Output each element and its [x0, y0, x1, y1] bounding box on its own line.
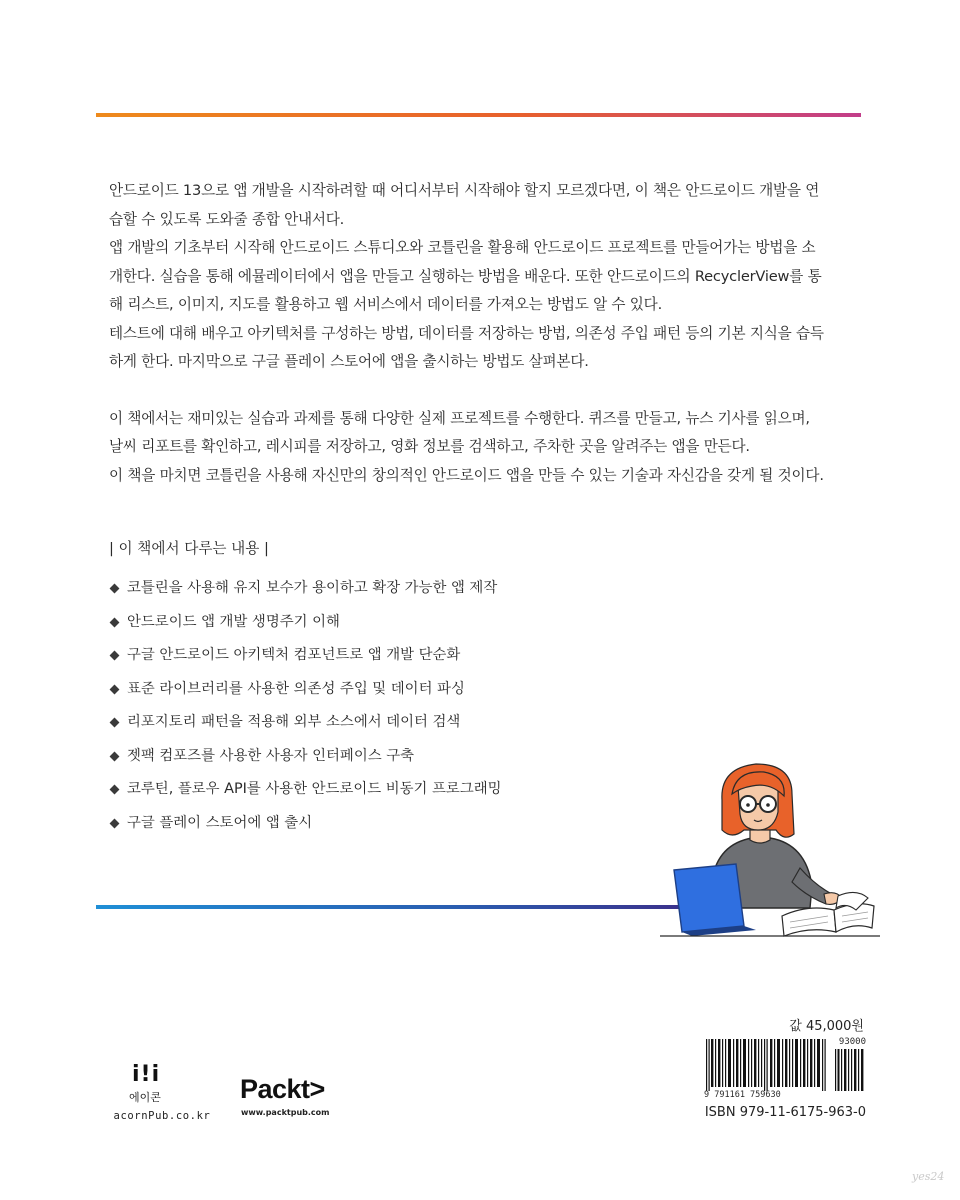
diamond-bullet-icon: [110, 651, 120, 661]
top-accent-rule: [96, 113, 861, 117]
isbn-label: ISBN 979-11-6175-963-0: [704, 1105, 866, 1120]
packt-site: www.packtpub.com: [241, 1108, 330, 1117]
acorn-publisher-logo: [107, 1062, 217, 1132]
diamond-bullet-icon: [110, 584, 120, 594]
toc-list: [109, 572, 502, 840]
diamond-bullet-icon: [110, 818, 120, 828]
toc-item: 구글 플레이 스토어에 앱 출시: [109, 807, 502, 841]
barcode-addon-bars: [834, 1049, 866, 1091]
toc-item: 젯팩 컴포즈를 사용한 사용자 인터페이스 구축: [109, 740, 502, 774]
acorn-site: acornPub.co.kr: [113, 1110, 211, 1122]
toc-item: 리포지토리 패턴을 적용해 외부 소스에서 데이터 검색: [109, 706, 502, 740]
toc-item: 코틀린을 사용해 유지 보수가 용이하고 확장 가능한 앱 제작: [109, 572, 502, 606]
barcode-addon-number: 93000: [838, 1037, 866, 1047]
barcode-digits: 9 791161 759630: [704, 1090, 781, 1100]
diamond-bullet-icon: [110, 617, 120, 627]
price-label: 값 45,000원: [789, 1019, 864, 1034]
toc-item: 코루틴, 플로우 API를 사용한 안드로이드 비동기 프로그래밍: [109, 773, 502, 807]
woman-with-laptop-illustration: [660, 760, 880, 950]
toc-item: 표준 라이브러리를 사용한 의존성 주입 및 데이터 파싱: [109, 673, 502, 707]
intro-paragraph-2: 이 책에서는 재미있는 실습과 과제를 통해 다양한 실제 프로젝트를 수행한다. 퀴즈를 만들고, 뉴스 기사를 읽으며, 날씨 리포트를 확인하고, 레시피를 저장하고, 영화 정보를 검색하고, 주차한 곳을 알려주는 앱을 만든다. 이 책을 마치면 코틀린을 사용해 자신만의 창의적인 안드로이드 앱을 만들 수 있는 기술과 자신감을 갖게 될 것이다.: [109, 409, 824, 484]
toc-item: 안드로이드 앱 개발 생명주기 이해: [109, 606, 502, 640]
acorn-logo-mark: i!i: [132, 1062, 161, 1087]
toc-title: | 이 책에서 다루는 내용 |: [109, 540, 269, 557]
barcode-bars: [704, 1039, 836, 1091]
diamond-bullet-icon: [110, 785, 120, 795]
bottom-accent-rule: [96, 905, 696, 909]
barcode: [704, 1037, 866, 1101]
yes24-watermark: yes24: [912, 1170, 945, 1183]
packt-wordmark: Packt>: [240, 1074, 325, 1104]
diamond-bullet-icon: [110, 684, 120, 694]
intro-text: [109, 177, 861, 490]
packt-publisher-logo: [240, 1074, 340, 1124]
toc-item: 구글 안드로이드 아키텍처 컴포넌트로 앱 개발 단순화: [109, 639, 502, 673]
acorn-korean-name: 에이콘: [129, 1091, 161, 1104]
diamond-bullet-icon: [110, 751, 120, 761]
intro-paragraph-1: 안드로이드 13으로 앱 개발을 시작하려할 때 어디서부터 시작해야 할지 모르겠다면, 이 책은 안드로이드 개발을 연 습할 수 있도록 도와줄 종합 안내서다. 앱 개발의 기초부터 시작해 안드로이드 스튜디오와 코틀린을 활용해 안드로이드 프로젝트를 만들어가는 방법을 소 개한다. 실습을 통해 에뮬레이터에서 앱을 만들고 실행하는 방법을 배운다. 또한 안드로이드의 RecyclerView를 통 해 리스트, 이미지, 지도를 활용하고 웹 서비스에서 데이터를 가져오는 방법도 알 수 있다. 테스트에 대해 배우고 아키텍처를 구성하는 방법, 데이터를 저장하는 방법, 의존성 주입 패턴 등의 기본 지식을 습득 하게 한다. 마지막으로 구글 플레이 스토어에 앱을 출시하는 방법도 살펴본다.: [109, 182, 824, 370]
diamond-bullet-icon: [110, 718, 120, 728]
